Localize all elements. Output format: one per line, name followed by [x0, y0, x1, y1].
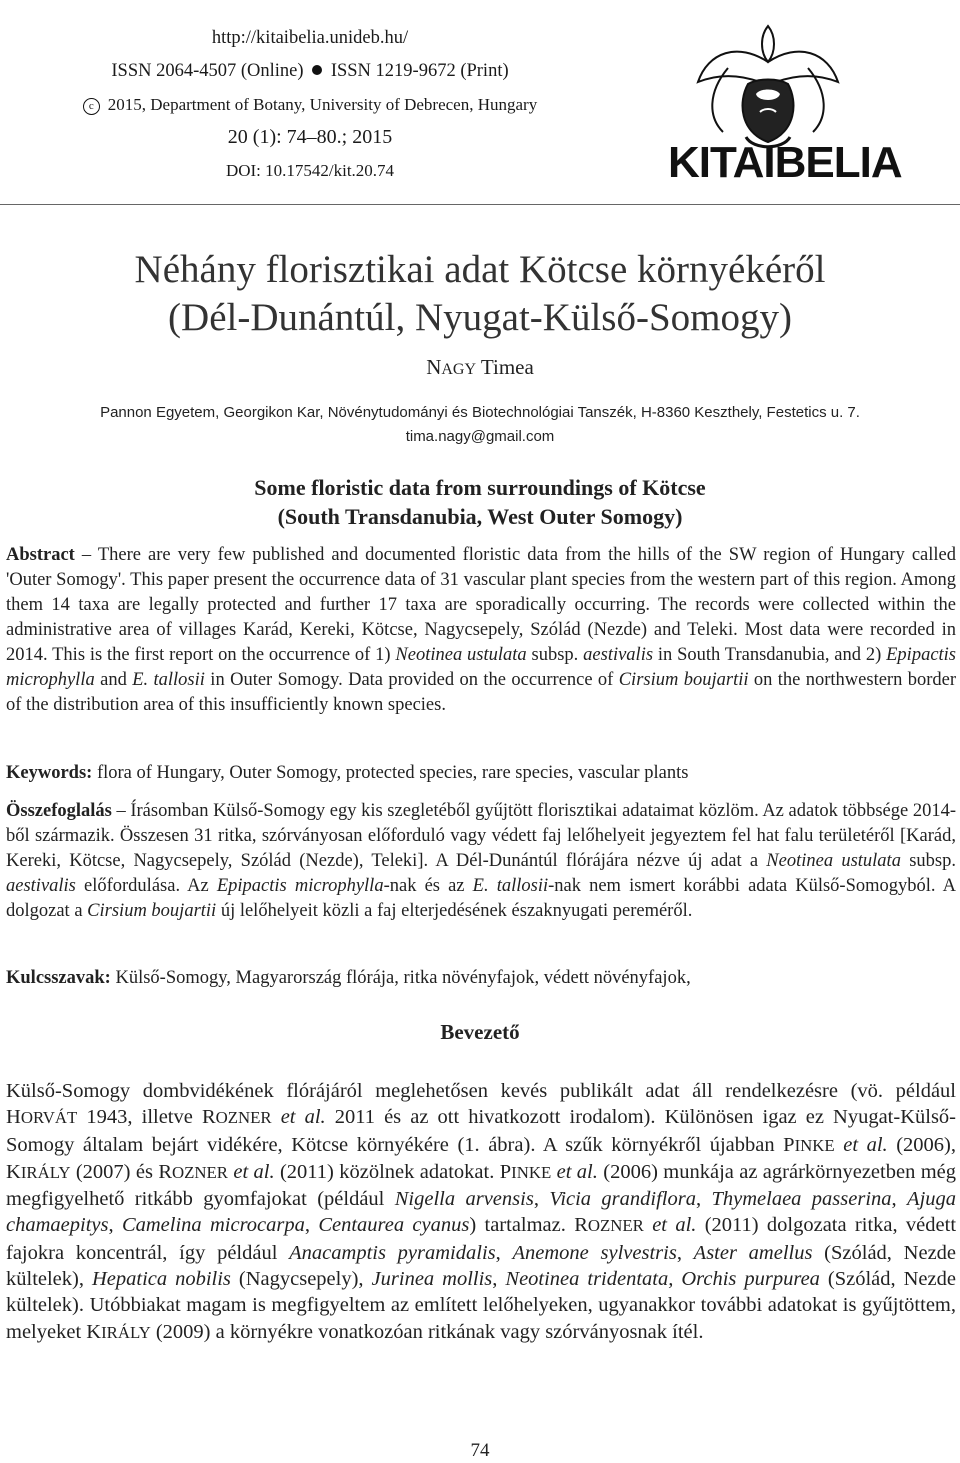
section-heading: Bevezető: [440, 1020, 520, 1044]
author-citation: H: [6, 1106, 21, 1129]
journal-url[interactable]: http://kitaibelia.unideb.hu/: [211, 28, 409, 48]
species-name: Centaurea cyanus: [318, 1214, 470, 1237]
intro-text: ,: [891, 1188, 908, 1211]
author-citation: P: [499, 1160, 512, 1183]
intro-text: (2006) munkája az agrárkörnyezetben még megfigyelhető ritkább gyomfajokat (például: [6, 1160, 956, 1211]
affiliation: [0, 401, 960, 449]
et-al: et al.: [556, 1160, 598, 1183]
species-name: Hepatica nobilis: [91, 1268, 231, 1291]
species-name: Jurinea mollis: [371, 1268, 493, 1291]
journal-header: [0, 22, 620, 187]
species-name: Cirsium boujartii: [87, 901, 217, 921]
et-al: et al.: [233, 1160, 275, 1183]
author-citation: R: [574, 1214, 588, 1237]
author-citation: R: [201, 1106, 216, 1129]
author-citation: OZNER: [172, 1162, 228, 1182]
et-al: et al.: [843, 1133, 888, 1156]
intro-text: ,: [304, 1214, 319, 1237]
copyright-line: [0, 88, 620, 121]
species-name: Thymelaea passerina: [711, 1188, 892, 1211]
author-citation: IRÁLY: [101, 1322, 151, 1342]
abstract-text: – There are very few published and documented floristic data from the hills of the SW region of Hungary called 'Outer Somogy'. This paper present the occurrence data of 31 vascular plant species from the western part of this region. Among them 14 taxa are legally protected and further 17 taxa are sporadically occurring. The records were collected within the administrative area of villages Karád, Kereki, Kötcse, Nagycsepely, Szólád (Nezde) and Teleki. Most data were recorded in 2014. This is the first report on the occurrence of 1): [6, 545, 956, 665]
author-citation: P: [783, 1133, 795, 1156]
abstract: [6, 543, 956, 718]
intro-text: ,: [533, 1188, 550, 1211]
issn-print: ISSN 1219-9672 (Print): [330, 61, 509, 81]
et-al: et al.: [652, 1214, 697, 1237]
intro-text: ,: [676, 1241, 694, 1264]
introduction-paragraph: [6, 1078, 956, 1346]
intro-text: (2009) a környékre vonatkozóan ritkának vagy szórványosnak ítél.: [150, 1320, 704, 1343]
header-divider: [0, 204, 960, 205]
intro-text: ,: [495, 1241, 513, 1264]
species-name: Anemone sylvestris: [512, 1241, 677, 1264]
author-citation: IRÁLY: [20, 1162, 71, 1182]
intro-text: (2006),: [887, 1133, 957, 1156]
bullet-icon: [312, 65, 322, 75]
intro-text: ,: [492, 1268, 506, 1291]
author-citation: K: [6, 1160, 21, 1183]
english-title-line-2: (South Transdanubia, West Outer Somogy): [277, 504, 683, 529]
hungarian-keywords-text: Külső-Somogy, Magyarország flórája, ritka növényfajok, védett növényfajok,: [110, 968, 691, 988]
author-surname-rest: AGY: [441, 361, 477, 378]
intro-text: ,: [695, 1188, 712, 1211]
copyright-icon: c: [83, 98, 100, 115]
species-name: aestivalis: [6, 876, 76, 896]
abstract-text: in Outer Somogy. Data provided on the occurrence of: [204, 670, 619, 690]
species-name: Neotinea tridentata, Orchis purpurea: [505, 1268, 820, 1291]
hungarian-keywords-label: Kulcsszavak:: [6, 968, 111, 988]
intro-text: (2007) és: [70, 1160, 159, 1183]
intro-text: 1943, illetve: [77, 1106, 202, 1129]
species-name: E. tallosii: [132, 670, 205, 690]
hungarian-summary: [6, 799, 956, 924]
species-name: Nigella arvensis: [394, 1188, 534, 1211]
intro-text: [835, 1134, 844, 1156]
abstract-text: subsp.: [526, 645, 584, 665]
species-name: aestivalis: [583, 645, 654, 665]
doi[interactable]: DOI: 10.17542/kit.20.74: [225, 161, 395, 180]
summary-label: Összefoglalás: [6, 801, 112, 821]
title-line-1: Néhány florisztikai adat Kötcse környékéről: [134, 248, 826, 291]
summary-text: subsp.: [900, 851, 956, 871]
species-name: Vicia grandiflora: [549, 1188, 696, 1211]
author-surname-initial: N: [426, 355, 442, 379]
author-citation: OZNER: [587, 1216, 644, 1236]
english-title: [0, 473, 960, 531]
affiliation-address: Pannon Egyetem, Georgikon Kar, Növénytudományi és Biotechnológiai Tanszék, H-8360 Keszthely, Festetics u. 7.: [100, 404, 860, 421]
species-name: Cirsium boujartii: [618, 670, 749, 690]
species-name: Camelina microcarpa: [121, 1214, 305, 1237]
species-name: Anacamptis pyramidalis: [289, 1241, 496, 1264]
title-line-2: (Dél-Dunántúl, Nyugat-Külső-Somogy): [168, 296, 792, 339]
page-number: 74: [470, 1440, 490, 1461]
summary-text: – Írásomban Külső-Somogy egy kis szegletéből gyűjtött florisztikai adataimat közlöm. Az adatok többsége 2014-ből származik. Összesen 31 ritka, szórványosan előforduló vagy védett faj lelőhelyeit jegyeztem fel hat falu területéről [Karád, Kereki, Kötcse, Nagycsepely, Szólád (Nezde), Teleki]. A Dél-Dunántúl flórájára nézve új adat a: [6, 801, 957, 871]
species-name: Neotinea ustulata: [766, 851, 901, 871]
summary-text: új lelőhelyeit közli a faj elterjedésének északnyugati pereméről.: [216, 901, 693, 921]
summary-text: előfordulása. Az: [75, 876, 217, 896]
intro-text: [272, 1106, 281, 1128]
intro-text: (Szólád, Nezde kültelek). Utóbbiakat magam is megfigyeltem az említett lelőhelyeken, ugyanakkor további adatokat is gyűjtöttem, melyeket: [6, 1268, 956, 1343]
article-title: [0, 246, 960, 342]
author-citation: INKE: [511, 1162, 552, 1182]
intro-text: (2011) dolgozata ritka, védett fajokra koncentrál, így például: [6, 1214, 957, 1264]
author-citation: R: [158, 1160, 172, 1183]
author-email[interactable]: tima.nagy@gmail.com: [405, 428, 555, 445]
species-name: Epipactis microphylla: [216, 876, 384, 896]
english-title-line-1: Some floristic data from surroundings of Kötcse: [254, 475, 706, 500]
author-citation: ORVÁT: [20, 1108, 78, 1128]
author-citation: OZNER: [215, 1108, 272, 1128]
journal-logo-text: KITAIBELIA: [668, 138, 902, 187]
intro-text: ,: [108, 1214, 122, 1237]
intro-text: (Szólád, Nezde kültelek),: [6, 1241, 957, 1291]
intro-text: (Nagycsepely),: [230, 1268, 372, 1291]
issn-line: [0, 55, 620, 88]
author: [0, 355, 960, 380]
species-name: Aster amellus: [693, 1241, 813, 1264]
intro-text: (2011) közölnek adatokat.: [274, 1160, 500, 1183]
species-name: Neotinea ustulata: [395, 645, 527, 665]
keywords: [6, 761, 956, 786]
volume-info: 20 (1): 74–80.; 2015: [227, 126, 393, 148]
author-citation: INKE: [794, 1135, 835, 1155]
issn-online: ISSN 2064-4507 (Online): [111, 61, 304, 81]
abstract-text: and: [94, 670, 133, 690]
intro-text: Külső-Somogy dombvidékének flórájáról meglehetősen kevés publikált adat áll rendelkezésre (vö. például: [6, 1080, 956, 1102]
intro-text: ) tartalmaz.: [469, 1214, 575, 1237]
author-citation: K: [86, 1320, 102, 1343]
keywords-label: Keywords:: [6, 763, 93, 783]
species-name: Epipactis microphylla: [6, 645, 957, 690]
author-given-name: Timea: [480, 355, 534, 379]
summary-text: -nak nem ismert korábbi adata Külső-Somogyból. A dolgozat a: [6, 876, 956, 921]
abstract-text: in South Transdanubia, and 2): [653, 645, 887, 665]
species-name: E. tallosii: [472, 876, 549, 896]
intro-text: 2011 és az ott hivatkozott irodalom). Különösen igaz ez Nyugat-Külső-Somogy általam bejárt vidékére, Kötcse környékére (1. ábra). A szűk környékről újabban: [6, 1106, 956, 1156]
species-name: Ajuga chamaepitys: [6, 1188, 957, 1237]
abstract-text: on the northwestern border of the distribution area of this insufficiently known species.: [6, 670, 957, 715]
abstract-label: Abstract: [6, 545, 75, 565]
copyright-text: 2015, Department of Botany, University of Debrecen, Hungary: [107, 95, 538, 114]
hungarian-keywords: [6, 966, 956, 991]
et-al: et al.: [280, 1106, 326, 1129]
summary-text: -nak és az: [383, 876, 473, 896]
keywords-text: flora of Hungary, Outer Somogy, protected species, rare species, vascular plants: [92, 763, 689, 783]
intro-text: [644, 1214, 652, 1236]
